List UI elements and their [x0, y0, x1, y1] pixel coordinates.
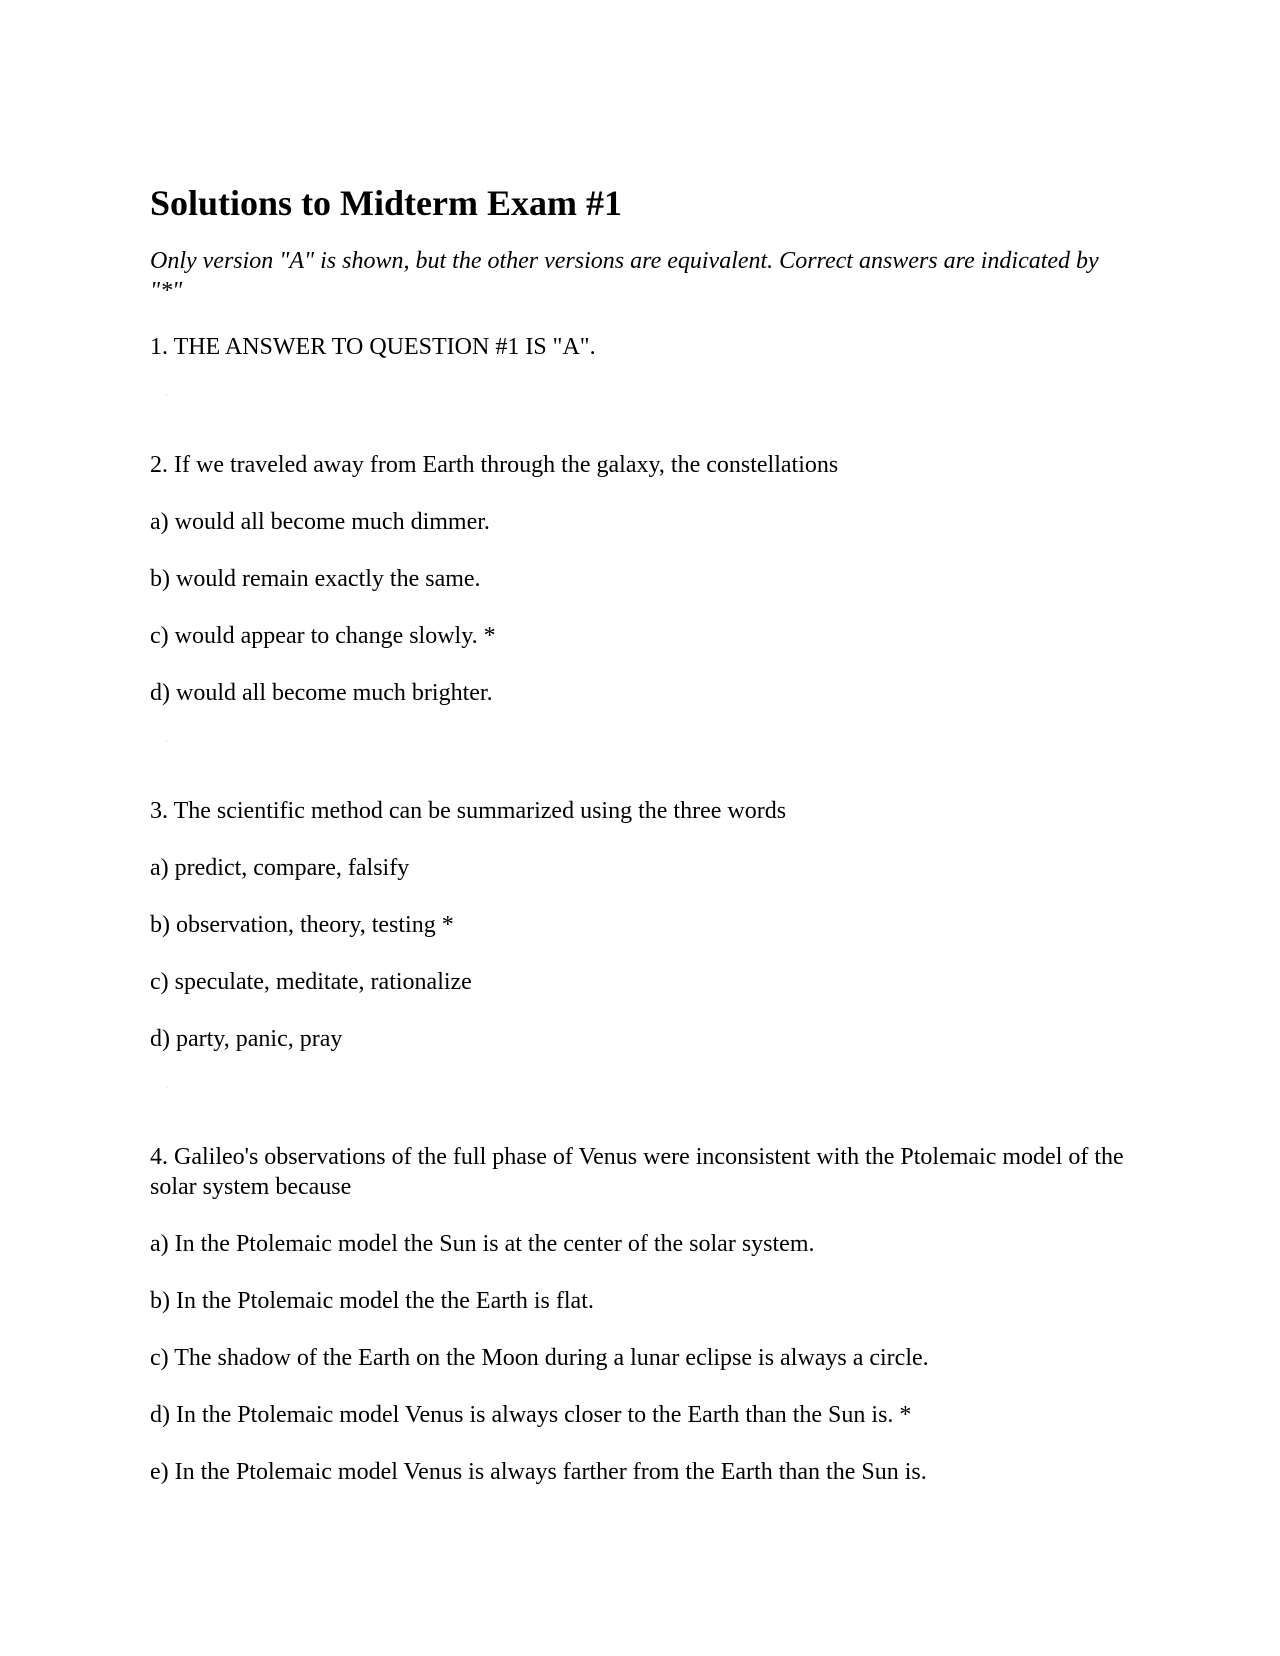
question-2-option-d: d) would all become much brighter.: [150, 680, 493, 706]
question-2-option-a: a) would all become much dimmer.: [150, 509, 490, 535]
question-2-option-b: b) would remain exactly the same.: [150, 566, 481, 592]
question-2-option-c: c) would appear to change slowly. *: [150, 623, 496, 649]
question-3-option-d: d) party, panic, pray: [150, 1026, 343, 1052]
question-4-option-b: b) In the Ptolemaic model the the Earth is flat.: [150, 1288, 594, 1314]
question-4-option-e: e) In the Ptolemaic model Venus is always farther from the Earth than the Sun is.: [150, 1459, 927, 1485]
document-page: [150, 182, 1130, 1487]
question-3-option-b: b) observation, theory, testing *: [150, 912, 454, 938]
question-2-stem: 2. If we traveled away from Earth through the galaxy, the constellations: [150, 452, 839, 478]
question-3-option-c: c) speculate, meditate, rationalize: [150, 969, 472, 995]
question-4: [150, 1142, 1130, 1487]
question-3-option-a: a) predict, compare, falsify: [150, 855, 410, 881]
question-4-stem: 4. Galileo's observations of the full phase of Venus were inconsistent with the Ptolemaic model of the solar system because: [150, 1144, 1124, 1200]
question-1: 1. THE ANSWER TO QUESTION #1 IS "A".: [150, 334, 596, 360]
question-4-option-a: a) In the Ptolemaic model the Sun is at the center of the solar system.: [150, 1231, 815, 1257]
question-2: [150, 450, 1130, 708]
question-separator: [150, 708, 1130, 796]
question-4-option-c: c) The shadow of the Earth on the Moon during a lunar eclipse is always a circle.: [150, 1345, 929, 1371]
question-separator: [150, 362, 1130, 450]
instructions-note: Only version "A" is shown, but the other versions are equivalent. Correct answers are indicated by "*": [150, 248, 1099, 304]
question-4-option-d: d) In the Ptolemaic model Venus is always closer to the Earth than the Sun is. *: [150, 1402, 912, 1428]
question-3: [150, 796, 1130, 1054]
page-title: Solutions to Midterm Exam #1: [150, 183, 622, 223]
question-3-stem: 3. The scientific method can be summarized using the three words: [150, 798, 787, 824]
question-separator: [150, 1054, 1130, 1142]
